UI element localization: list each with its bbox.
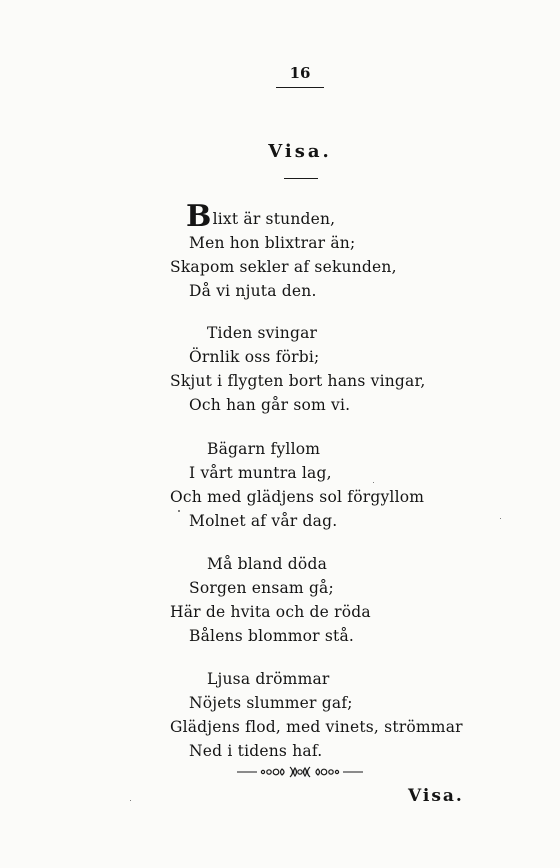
- poem-line: [186, 199, 336, 234]
- poem-line: Här de hvita och de röda: [170, 603, 371, 621]
- poem-line: Ljusa drömmar: [207, 670, 330, 688]
- print-speck: [178, 510, 180, 512]
- ornament-divider: [235, 764, 365, 780]
- poem-line: Örnlik oss förbi;: [189, 348, 320, 366]
- catchword: Visa.: [408, 786, 464, 806]
- page-number-rule: [276, 87, 324, 88]
- poem-line: Bålens blommor stå.: [189, 627, 355, 645]
- print-speck: [130, 800, 131, 801]
- poem-line: Och han går som vi.: [189, 396, 351, 414]
- poem-line: Skjut i flygten bort hans vingar,: [170, 372, 426, 390]
- poem-line: Må bland döda: [207, 555, 328, 573]
- poem-line: Men hon blixtrar än;: [189, 234, 356, 252]
- poem-line: Skapom sekler af sekunden,: [170, 258, 397, 276]
- poem-line: I vårt muntra lag,: [189, 464, 332, 482]
- print-speck: [373, 482, 374, 483]
- poem-line: Nöjets slummer gaf;: [189, 694, 353, 712]
- poem-line: Bägarn fyllom: [207, 440, 321, 458]
- poem-title: Visa.: [268, 141, 332, 162]
- poem-line: Tiden svingar: [207, 324, 318, 342]
- page-number: 16: [289, 64, 311, 82]
- poem-line: Glädjens flod, med vinets, strömmar: [170, 718, 463, 736]
- poem-line: Och med glädjens sol förgyllom: [170, 488, 425, 506]
- print-speck: [500, 518, 501, 519]
- poem-line-text: lixt är stunden,: [212, 210, 336, 228]
- poem-line: Sorgen ensam gå;: [189, 579, 334, 597]
- poem-line: Molnet af vår dag.: [189, 512, 338, 530]
- poem-line: Ned i tidens haf.: [189, 742, 323, 760]
- drop-cap: B: [186, 199, 212, 234]
- poem-line: Då vi njuta den.: [189, 282, 317, 300]
- title-rule: [284, 178, 318, 179]
